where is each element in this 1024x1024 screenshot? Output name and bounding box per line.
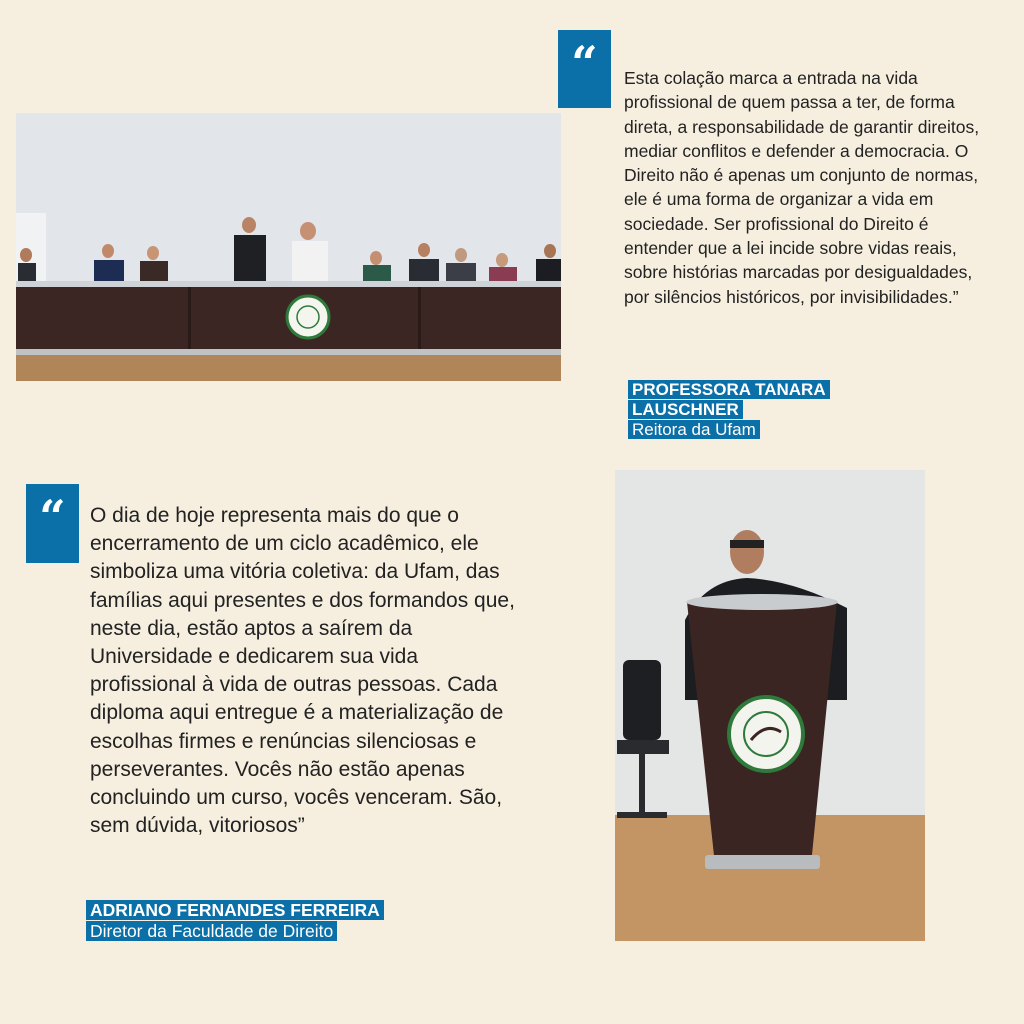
quote-mark-icon: “	[26, 484, 79, 563]
ceremony-panel-photo	[16, 113, 561, 381]
quote-2-credit	[86, 900, 466, 942]
quote-1-author-name: PROFESSORA TANARA LAUSCHNER	[628, 380, 830, 419]
quote-2-author-role: Diretor da Faculdade de Direito	[86, 921, 337, 941]
quote-1-text: Esta colação marca a entrada na vida profissional de quem passa a ter, de forma direta, a responsabilidade de garantir direitos, mediar conflitos e defender a democracia. O Direito não é apenas um conjunto de normas, ele é uma forma de organizar a vida em sociedade. Ser profissional do Direito é entender que a lei incide sobre vidas reais, sobre histórias marcadas por desigualdades, por silêncios históricos, por invisibilidades.”	[624, 68, 980, 307]
quote-2-text: O dia de hoje representa mais do que o encerramento de um ciclo acadêmico, ele simboliza uma vitória coletiva: da Ufam, das famílias aqui presentes e dos formandos que, neste dia, estão aptos a saírem da Universidade e dedicarem sua vida profissional à vida de outras pessoas. Cada diploma aqui entregue é a materialização de escolhas firmes e renúncias silenciosas e perseverantes. Vocês não estão apenas concluindo um curso, vocês venceram. São, sem dúvida, vitoriosos”	[90, 504, 515, 838]
speaker-podium-photo	[615, 470, 925, 941]
quote-mark-icon: “	[558, 30, 611, 108]
quote-1-credit	[628, 380, 868, 440]
quote-2-author-name: ADRIANO FERNANDES FERREIRA	[86, 900, 384, 920]
quote-1-author-role: Reitora da Ufam	[628, 420, 760, 439]
